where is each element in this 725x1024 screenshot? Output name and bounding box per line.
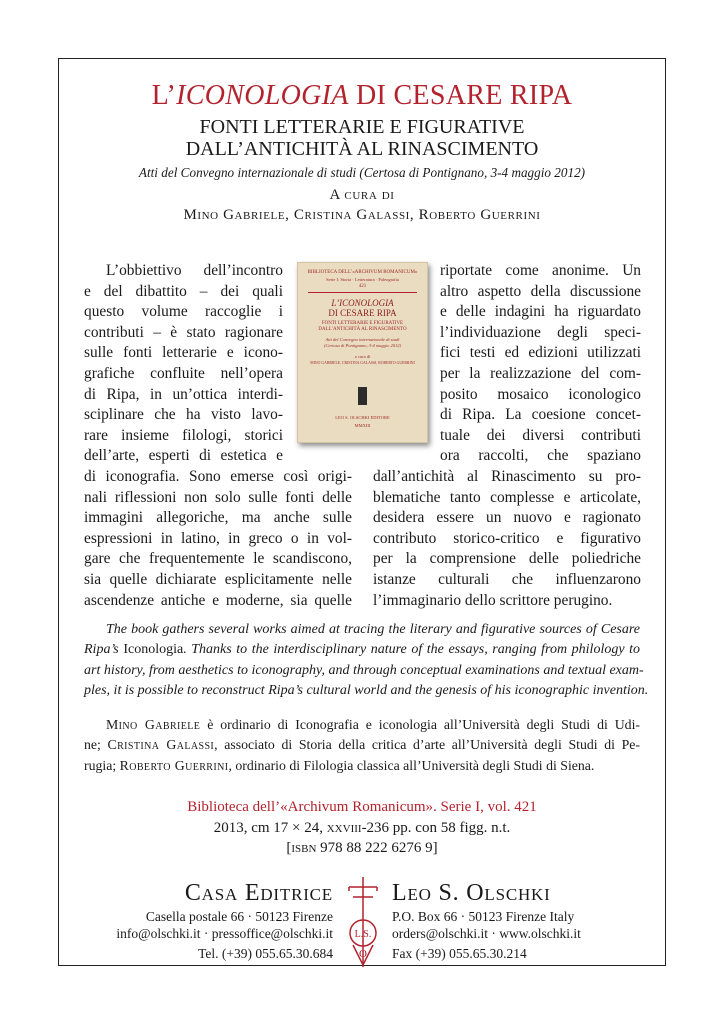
- cover-publisher: LEO S. OLSCHKI EDITORE: [335, 415, 390, 420]
- cover-atti-line: (Certosa di Pontignano, 3-4 maggio 2012): [324, 343, 401, 348]
- publisher-name-right: Leo S. Olschki: [392, 880, 551, 906]
- cover-title-line: L’ICONOLOGIA: [331, 298, 394, 308]
- text-line: sulle fonti letterarie e icono-: [84, 344, 283, 362]
- book-subtitle: [60, 116, 664, 160]
- text-line: l’individuazione degli speci-: [440, 323, 641, 341]
- telephone: Tel. (+39) 055.65.30.684: [198, 946, 333, 961]
- text-line: gare che frequentemente le scandiscono,: [84, 550, 352, 568]
- bio-line: ne; Cristina Galassi, associato di Storia della critica d’arte all’Università degli Studi di Pe-: [84, 737, 640, 753]
- postal-address: Casella postale 66 · 50123 Firenze: [145, 909, 333, 924]
- text-line: blematiche tanto complesse e articolate,: [373, 488, 641, 506]
- book-title: L’ICONOLOGIA DI CESARE RIPA: [151, 80, 573, 111]
- cover-series-number: 421: [358, 284, 367, 289]
- cover-publisher-logo: [358, 387, 367, 405]
- body-column-left-top: [84, 261, 283, 467]
- cover-atti-line: Atti del Convegno internazionale di studi: [325, 337, 400, 342]
- bio-line: Mino Gabriele è ordinario di Iconografia e iconologia all’Università degli Studi di Udi-: [106, 717, 640, 732]
- bio-line: rugia; Roberto Guerrini, ordinario di Filologia classica all’Università degli Studi di Siena.: [84, 757, 595, 773]
- editors: Mino Gabriele, Cristina Galassi, Roberto Guerrini: [183, 207, 541, 223]
- abstract-line: art history, from aesthetics to iconography, and through conceptual examinations and textual exam-: [84, 662, 644, 678]
- order-contacts: orders@olschki.it · www.olschki.it: [392, 926, 581, 941]
- publisher-mark-icon: [339, 875, 387, 969]
- conference-info: Atti del Convegno internazionale di studi (Certosa di Pontignano, 3-4 maggio 2012): [138, 165, 586, 180]
- text-line: riportate come anonime. Un: [440, 262, 641, 279]
- text-line: di Ripa. La coesione concet-: [440, 406, 641, 424]
- subtitle-line-2: DALL’ANTICHITÀ AL RINASCIMENTO: [185, 138, 539, 160]
- subtitle-line-1: FONTI LETTERARIE E FIGURATIVE: [199, 116, 525, 138]
- abstract-line: The book gathers several works aimed at tracing the literary and figurative sources of Cesare: [106, 622, 640, 637]
- svg-text:L.S.: L.S.: [354, 929, 372, 940]
- text-line: espressioni in latino, in greco o in vol-: [84, 529, 352, 547]
- series-label: Biblioteca dell’«Archivum Romanicum». Serie I, vol. 421: [187, 799, 537, 815]
- text-line: istanze culturali che influenzarono: [373, 570, 641, 588]
- body-column-right-top: [440, 261, 641, 467]
- text-line: dell’arte, esperti di estetica e: [84, 447, 283, 465]
- text-line: di iconografia. Sono emerse così origi-: [84, 468, 352, 485]
- text-line: sciplinare che ha visto lavo-: [84, 406, 283, 424]
- cover-subtitle-line: FONTI LETTERARIE E FIGURATIVE: [321, 321, 404, 326]
- svg-text:O: O: [359, 948, 367, 960]
- text-line: ora raccolti, che spaziano: [440, 447, 641, 465]
- text-line: altro aspetto della discussione: [440, 282, 641, 300]
- text-line: e delle indagini ha riguardato: [440, 303, 641, 321]
- text-line: rare insieme filologi, storici: [84, 426, 283, 444]
- text-line: tuale dei diversi contributi: [440, 426, 641, 444]
- abstract-line: ples, it is possible to reconstruct Ripa’s cultural world and the genesis of his iconographic invention.: [84, 683, 649, 699]
- body-column-right-bottom: [373, 467, 641, 611]
- book-cover-image: [297, 262, 428, 443]
- text-line: sia quelle dichiarate esplicitamente nelle: [84, 570, 352, 588]
- text-line: contributo storico-critico e figurativo: [373, 529, 641, 547]
- text-line: L’obbiettivo dell’incontro: [106, 262, 283, 279]
- cover-year: MMXIII: [354, 423, 371, 428]
- cover-title-line: DI CESARE RIPA: [328, 308, 397, 318]
- text-line: dall’antichità al Rinascimento su pro-: [373, 468, 641, 485]
- text-line: per la comprensione delle poliedriche: [373, 550, 641, 568]
- edited-by-label: A cura di: [329, 187, 395, 203]
- text-line: posito mosaico iconologico: [440, 385, 641, 403]
- text-line: l’immaginario dello scrittore perugino.: [373, 591, 613, 609]
- body-column-left-bottom: [84, 467, 352, 611]
- publisher-name-left: Casa Editrice: [184, 880, 333, 906]
- book-format: 2013, cm 17 × 24, xxviii-236 pp. con 58 figg. n.t.: [213, 820, 511, 836]
- email-addresses: info@olschki.it · pressoffice@olschki.it: [116, 926, 333, 941]
- text-line: questo volume raccoglie i: [84, 303, 283, 321]
- publisher-contact-left: [90, 908, 333, 942]
- cover-series-line: Serie I: Storia · Letteratura · Paleografia: [326, 277, 399, 282]
- text-line: immagini allegoriche, ma anche sulle: [84, 509, 352, 527]
- text-line: desidera essere un nuovo e ragionato: [373, 509, 641, 527]
- english-abstract: [84, 620, 649, 702]
- cover-editors: MINO GABRIELE, CRISTINA GALASSI, ROBERTO GUERRINI: [310, 361, 415, 365]
- text-line: nali riflessioni non solo sulle fonti delle: [84, 488, 352, 506]
- fax: Fax (+39) 055.65.30.214: [392, 946, 527, 961]
- text-line: di Ripa, in un’ottica interdi-: [84, 385, 283, 403]
- text-line: e del dibattito – dei quali: [84, 282, 283, 300]
- cover-series-line: BIBLIOTECA DELL’«ARCHIVUM ROMANICUM»: [307, 270, 418, 275]
- postal-address: P.O. Box 66 · 50123 Firenze Italy: [392, 909, 575, 924]
- text-line: fici testi ed edizioni utilizzati: [440, 344, 641, 362]
- cover-edited-by: a cura di: [354, 354, 371, 359]
- abstract-line: Ripa’s Iconologia. Thanks to the interdisciplinary nature of the essays, ranging from philology to: [84, 642, 640, 658]
- publisher-contact-right: [392, 908, 652, 942]
- text-line: grafiche confluite nell’opera: [84, 364, 283, 382]
- text-line: ascendenze antiche e moderne, sia quelle: [84, 591, 352, 609]
- text-line: contributi – è stato ragionare: [84, 323, 283, 341]
- text-line: per la realizzazione del com-: [440, 364, 641, 382]
- editors-bio: [84, 715, 640, 776]
- isbn: [isbn 978 88 222 6276 9]: [286, 840, 438, 856]
- cover-subtitle-line: DALL’ANTICHITÀ AL RINASCIMENTO: [318, 327, 407, 332]
- cover-rule: [308, 292, 417, 293]
